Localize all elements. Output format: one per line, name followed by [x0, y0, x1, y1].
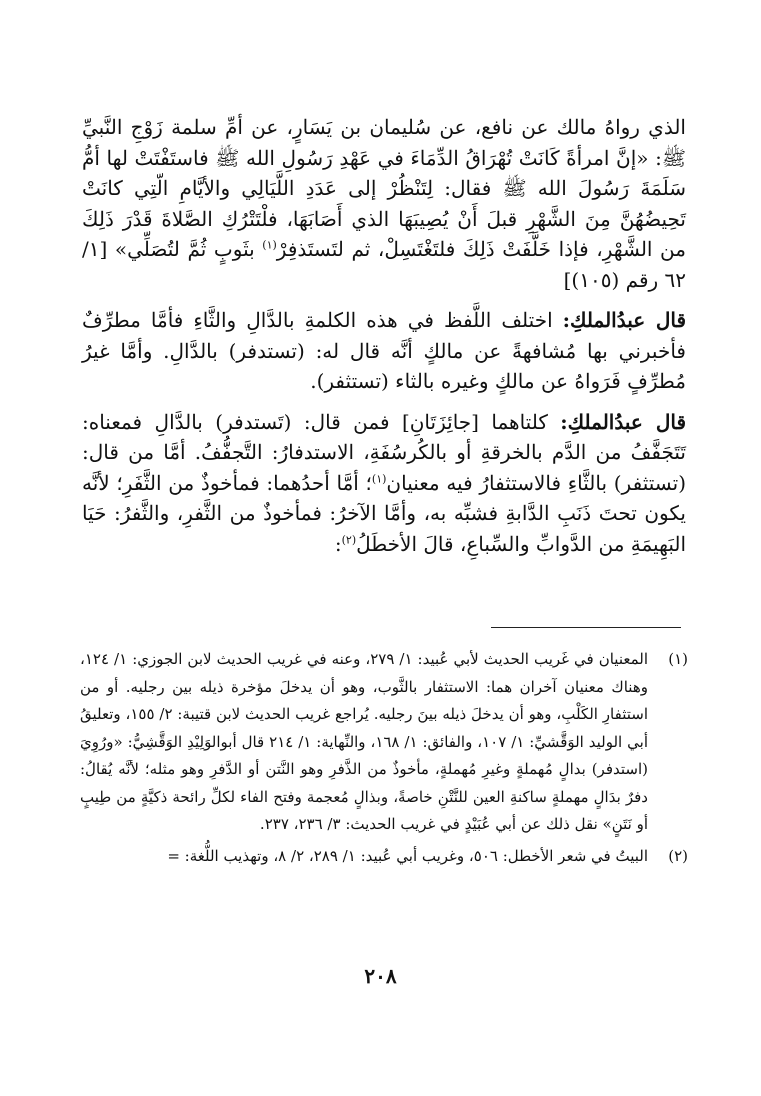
footnote-number: (٢): [668, 846, 688, 865]
footnote-ref-2[interactable]: (٢): [341, 532, 357, 546]
footnote-2: [80, 843, 688, 871]
commentary-text: كلتاهما [جائِزَتَانِ] فمن قال: (تَستدفر) بالدَّالِ فمعناه: تَتَجَفَّفُ من الدَّم بالخرقةِ أو بالكُرسُفَةِ، الاستدفارُ: التَّجفُّفُ. أمَّا من قال: (تستثفر) بالثَّاءِ فالاستثفارُ فيه معنيان: [82, 409, 686, 495]
footnote-divider: [491, 627, 681, 628]
footnote-text: البيتُ في شعر الأخطل: ٥٠٦، وغريب أبي عُبيد: ١/ ٢٨٩، ٢/ ٨، وتهذيب اللُّغة: =: [167, 846, 648, 865]
hadith-text-end: بثَوبٍ ثُمَّ لتُصَلِّي» [١/ ٦٢ رقم (١٠٥)]: [82, 237, 686, 292]
paragraph-commentary-1: [82, 305, 686, 397]
commentary-text: اختلف اللَّفظ في هذه الكلمةِ بالدَّالِ والثَّاءِ فأمَّا مطرِّفٌ فأخبرني بها مُشافهةً عن مالكٍ أنَّه قال له: (تستدفر) بالدَّالِ. وأمَّا غيرُ مُطرِّفٍ فَرَواهُ عن مالكٍ وغيره بالثاء (تستثفر).: [82, 308, 686, 393]
hadith-text: الذي رواهُ مالك عن نافع، عن سُليمان بن يَسَارٍ، عن أمِّ سلمة زَوْجِ النَّبيِّ ﷺ: «إنَّ امرأةً كَانَتْ تُهْرَاقُ الدِّمَاءَ في عَهْدِ رَسُولِ الله ﷺ فاستَفْتَتْ لها أمُّ سَلَمَةَ رَسُولَ الله ﷺ فقال: لِتَنْظُرْ إلى عَدَدِ اللَّيَالِي والأيَّامِ الّتِي كانَتْ تَحِيضُهُنَّ مِنَ الشَّهْرِ قبلَ أَنْ يُصِيبَهَا الذي أَصَابَهَا، فلْتَتْرُكِ الصَّلاةَ قَدْرَ ذَلِكَ من الشَّهْرِ، فإذا خَلَّفَتْ ذَلِكَ فلتَغْتَسِلْ، ثم لتَستَذفِرْ: [82, 115, 686, 261]
speaker-label: قال عبدُالملكِ:: [562, 308, 686, 332]
commentary-text-end: :: [334, 531, 342, 556]
footnote-number: (١): [668, 650, 688, 668]
footnotes: [80, 646, 688, 870]
footnote-ref-1[interactable]: (١): [371, 471, 387, 485]
footnote-ref-1[interactable]: (١): [262, 238, 277, 252]
commentary-text-cont: ؛ أمَّا أحدُهما: فمأخوذٌ من الثَّفَرِ؛ لأنَّه يكون تحتَ ذَنَبِ الدَّابةِ فشبِّه به، وأمَّا الآخرُ: فمأخوذٌ من الثَّفرِ، والثَّفرُ: حَيَا البَهِيمَةِ من الدَّوابِّ والسِّباعِ، قالَ الأخطَلُ: [82, 470, 686, 556]
paragraph-commentary-2: [82, 407, 686, 560]
footnote-1: [80, 646, 688, 839]
speaker-label: قال عبدُالملكِ:: [560, 409, 687, 434]
page-number: ٢٠٨: [364, 964, 397, 988]
main-text: [82, 112, 686, 559]
paragraph-hadith: [82, 112, 686, 295]
footnote-text: المعنيان في غَريب الحديث لأبي عُبيد: ١/ ٢٧٩، وعنه في غريب الحديث لابن الجوزي: ١/ ١٢٤، وهناك معنيان آخران هما: الاستثفار بالثَّوب، وهو أن يدخلَ مؤخرة ذيله بين رجليه. أو من استثفارِ الكَلْبِ، وهو أن يدخلَ ذيله بينَ رجليه. يُراجع غريب الحديث لابن قتيبة: ٢/ ١٥٥، وتعليقُ أبي الوليد الوَقَّشيِّ: ١/ ١٠٧، والفائق: ١/ ١٦٨، والنِّهاية: ١/ ٢١٤ قال أبوالوَلِيْدِ الوَقَّشِيُّ: «ورُوِيَ (استدفر) بدالٍ مُهملةٍ وغيرِ مُهملةٍ، مأخوذٌ من الذَّفرِ وهو النَّتن أو الدَّفرِ وهو مثله؛ لأنَّه يُقالُ: دفرٌ بدَالٍ مهملةٍ ساكنةِ العين للنَّتْنِ خاصةً، وبذالٍ مُعجمة وفتح الفاء لكلِّ رائحة ذكيَّةٍ من طِيبٍ أو نَتَنٍ» نقل ذلك عن أبي عُبَيْدٍ في غريب الحديث: ٣/ ٢٣٦، ٢٣٧.: [80, 650, 649, 833]
